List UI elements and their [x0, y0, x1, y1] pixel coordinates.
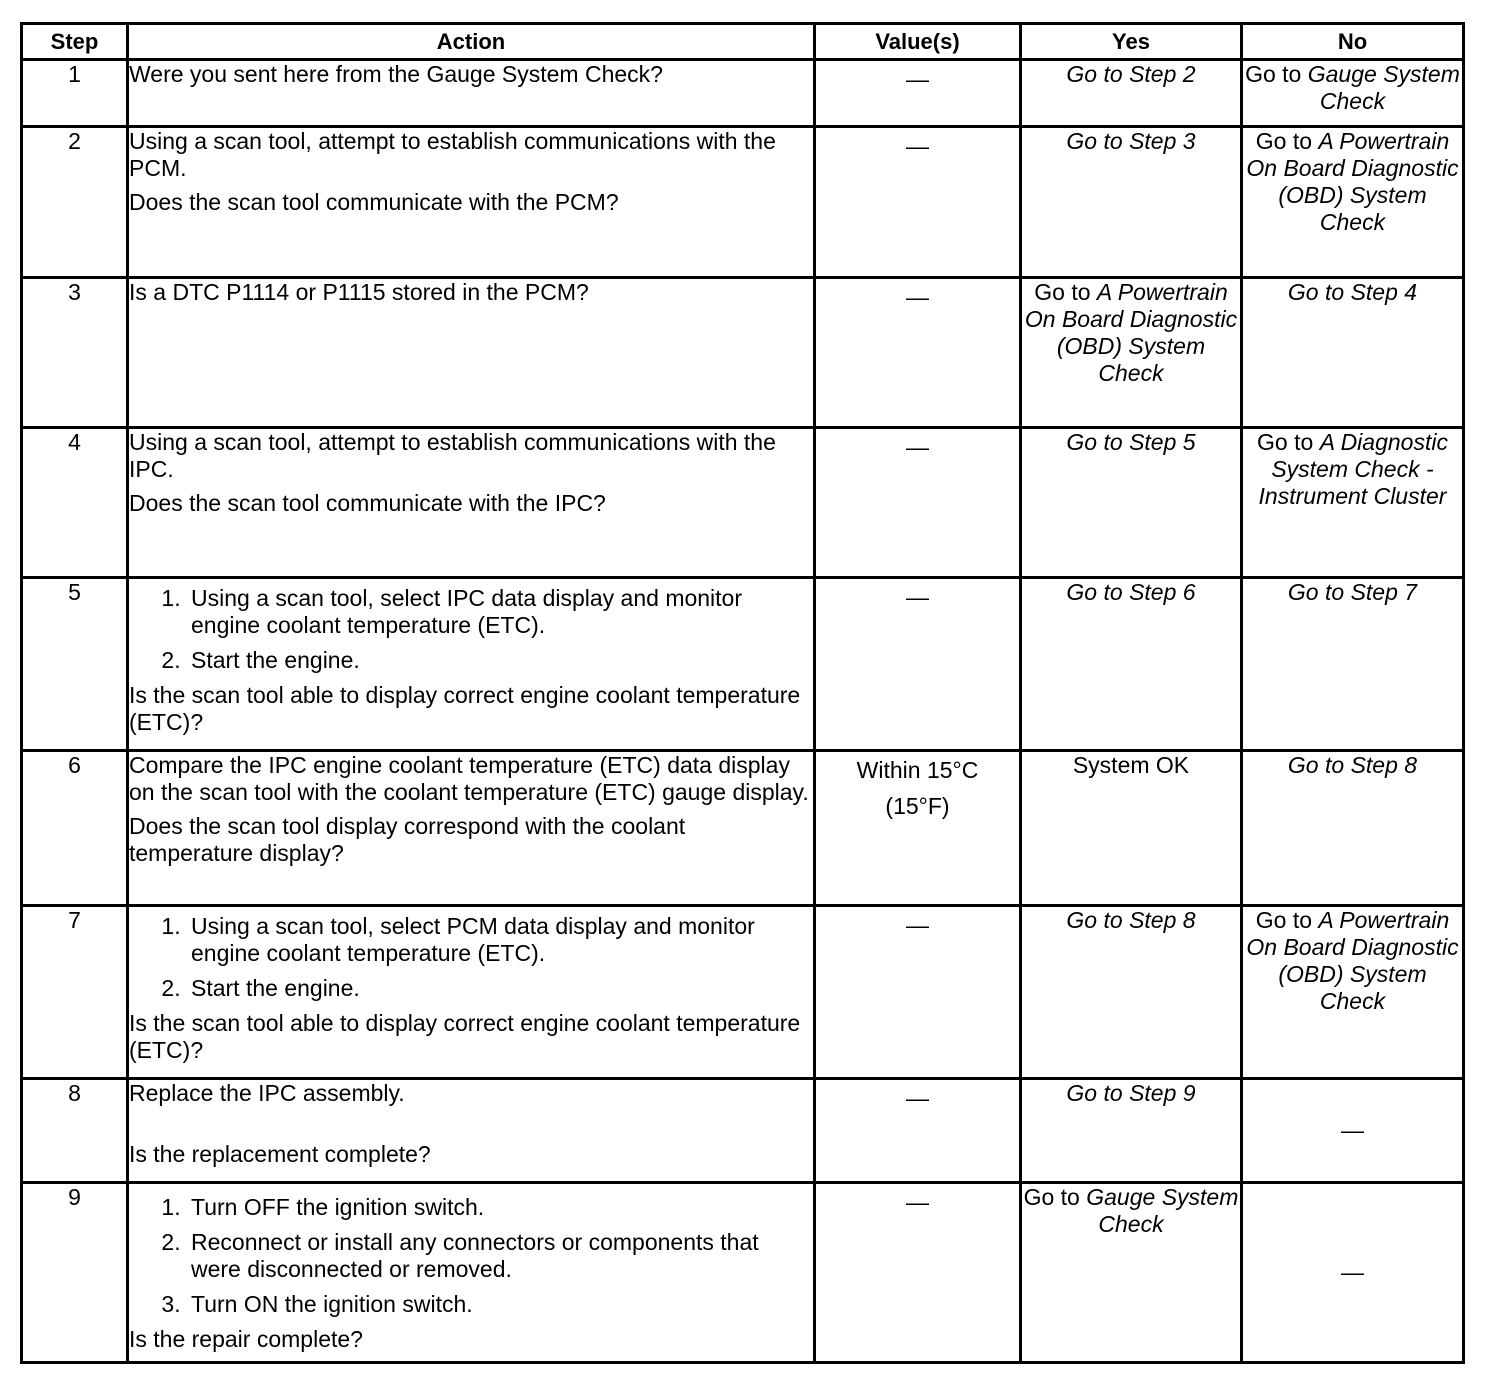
no-cell	[1242, 428, 1464, 578]
value-line: (15°F)	[885, 793, 950, 819]
no-link[interactable]: A Powertrain On Board Diagnostic (OBD) System Check	[1246, 128, 1459, 235]
list-item: 2. Reconnect or install any connectors or components that were disconnected or removed.	[187, 1229, 813, 1283]
no-link[interactable]: A Powertrain On Board Diagnostic (OBD) System Check	[1246, 907, 1459, 1014]
action-question: Does the scan tool communicate with the PCM?	[129, 189, 619, 215]
yes-link[interactable]: Go to Step 9	[1066, 1080, 1196, 1106]
action-question: Does the scan tool display correspond with the coolant temperature display?	[129, 813, 686, 866]
no-cell: —	[1242, 1183, 1464, 1363]
no-link[interactable]: Go to Step 8	[1287, 752, 1418, 778]
action-text: Were you sent here from the Gauge System Check?	[129, 61, 663, 87]
table-row	[22, 278, 1464, 428]
value-cell: —	[815, 578, 1021, 751]
no-link[interactable]: Go to Step 7	[1287, 579, 1418, 605]
yes-cell	[1021, 60, 1242, 127]
no-cell	[1242, 751, 1464, 906]
no-link[interactable]: Gauge System Check	[1307, 61, 1460, 114]
yes-prefix: Go to	[1023, 1184, 1087, 1210]
value-cell	[815, 751, 1021, 906]
step-number: 7	[22, 906, 128, 1079]
action-list	[129, 585, 813, 674]
table-row	[22, 60, 1464, 127]
yes-link[interactable]: Go to Step 5	[1066, 429, 1196, 455]
step-number: 3	[22, 278, 128, 428]
yes-cell	[1021, 751, 1242, 906]
step-number: 9	[22, 1183, 128, 1363]
value-cell: —	[815, 127, 1021, 278]
action-cell	[128, 1183, 815, 1363]
yes-prefix: System OK	[1072, 752, 1190, 778]
value-cell: —	[815, 906, 1021, 1079]
no-cell: —	[1242, 1079, 1464, 1183]
action-list	[129, 1194, 813, 1318]
no-prefix: Go to	[1257, 429, 1320, 455]
action-cell	[128, 428, 815, 578]
value-cell: —	[815, 278, 1021, 428]
yes-cell	[1021, 1079, 1242, 1183]
table-row	[22, 1079, 1464, 1183]
action-question: Is the scan tool able to display correct engine coolant temperature (ETC)?	[129, 1010, 801, 1063]
no-link[interactable]: A Diagnostic System Check - Instrument Cluster	[1258, 429, 1448, 509]
yes-link[interactable]: Go to Step 3	[1066, 128, 1196, 154]
action-cell	[128, 1079, 815, 1183]
yes-link[interactable]: Go to Step 2	[1066, 61, 1196, 87]
table-row	[22, 428, 1464, 578]
step-number: 2	[22, 127, 128, 278]
action-question: Does the scan tool communicate with the IPC?	[129, 490, 606, 516]
table-header-row	[22, 24, 1464, 60]
header-values: Value(s)	[815, 24, 1021, 60]
no-prefix: Go to	[1255, 907, 1319, 933]
action-text: Using a scan tool, attempt to establish communications with the PCM.	[129, 128, 776, 181]
table-row	[22, 578, 1464, 751]
no-cell	[1242, 127, 1464, 278]
action-cell	[128, 906, 815, 1079]
action-question: Is a DTC P1114 or P1115 stored in the PCM?	[129, 279, 589, 305]
action-text: Using a scan tool, attempt to establish communications with the IPC.	[129, 429, 776, 482]
no-cell	[1242, 278, 1464, 428]
header-yes: Yes	[1021, 24, 1242, 60]
yes-cell	[1021, 428, 1242, 578]
yes-link[interactable]: A Powertrain On Board Diagnostic (OBD) System Check	[1024, 279, 1238, 386]
action-question: Is the scan tool able to display correct engine coolant temperature (ETC)?	[129, 682, 801, 735]
header-no: No	[1242, 24, 1464, 60]
table-row	[22, 1183, 1464, 1363]
header-action: Action	[128, 24, 815, 60]
action-cell	[128, 60, 815, 127]
yes-cell	[1021, 1183, 1242, 1363]
yes-cell	[1021, 127, 1242, 278]
yes-link[interactable]: Gauge System Check	[1086, 1184, 1239, 1237]
step-number: 4	[22, 428, 128, 578]
no-cell	[1242, 578, 1464, 751]
list-item: 2. Start the engine.	[187, 975, 813, 1002]
list-item: 1. Using a scan tool, select PCM data display and monitor engine coolant temperature (ETC).	[187, 913, 813, 967]
yes-cell	[1021, 578, 1242, 751]
no-cell	[1242, 906, 1464, 1079]
action-question: Is the repair complete?	[129, 1326, 363, 1352]
yes-cell	[1021, 906, 1242, 1079]
step-number: 5	[22, 578, 128, 751]
action-cell	[128, 578, 815, 751]
yes-cell	[1021, 278, 1242, 428]
no-cell	[1242, 60, 1464, 127]
no-prefix: Go to	[1255, 128, 1319, 154]
list-item: 2. Start the engine.	[187, 647, 813, 674]
action-question: Is the replacement complete?	[129, 1141, 431, 1167]
diagnostic-table	[20, 22, 1465, 1364]
value-cell: —	[815, 60, 1021, 127]
value-cell: —	[815, 428, 1021, 578]
action-text: Compare the IPC engine coolant temperature (ETC) data display on the scan tool with the coolant temperature (ETC) gauge display.	[129, 752, 809, 805]
action-list	[129, 913, 813, 1002]
table-row	[22, 127, 1464, 278]
no-prefix: Go to	[1245, 61, 1308, 87]
value-line: Within 15°C	[856, 757, 979, 783]
yes-link[interactable]: Go to Step 8	[1066, 907, 1196, 933]
step-number: 1	[22, 60, 128, 127]
step-number: 6	[22, 751, 128, 906]
value-cell: —	[815, 1183, 1021, 1363]
action-text: Replace the IPC assembly.	[129, 1080, 405, 1106]
table-row	[22, 906, 1464, 1079]
action-cell	[128, 278, 815, 428]
list-item: 1. Turn OFF the ignition switch.	[187, 1194, 813, 1221]
header-step: Step	[22, 24, 128, 60]
list-item: 3. Turn ON the ignition switch.	[187, 1291, 813, 1318]
no-link[interactable]: Go to Step 4	[1287, 279, 1418, 305]
list-item: 1. Using a scan tool, select IPC data display and monitor engine coolant temperature (ETC).	[187, 585, 813, 639]
yes-prefix: Go to	[1034, 279, 1097, 305]
value-cell: —	[815, 1079, 1021, 1183]
action-cell	[128, 127, 815, 278]
yes-link[interactable]: Go to Step 6	[1066, 579, 1196, 605]
step-number: 8	[22, 1079, 128, 1183]
table-row	[22, 751, 1464, 906]
action-cell	[128, 751, 815, 906]
